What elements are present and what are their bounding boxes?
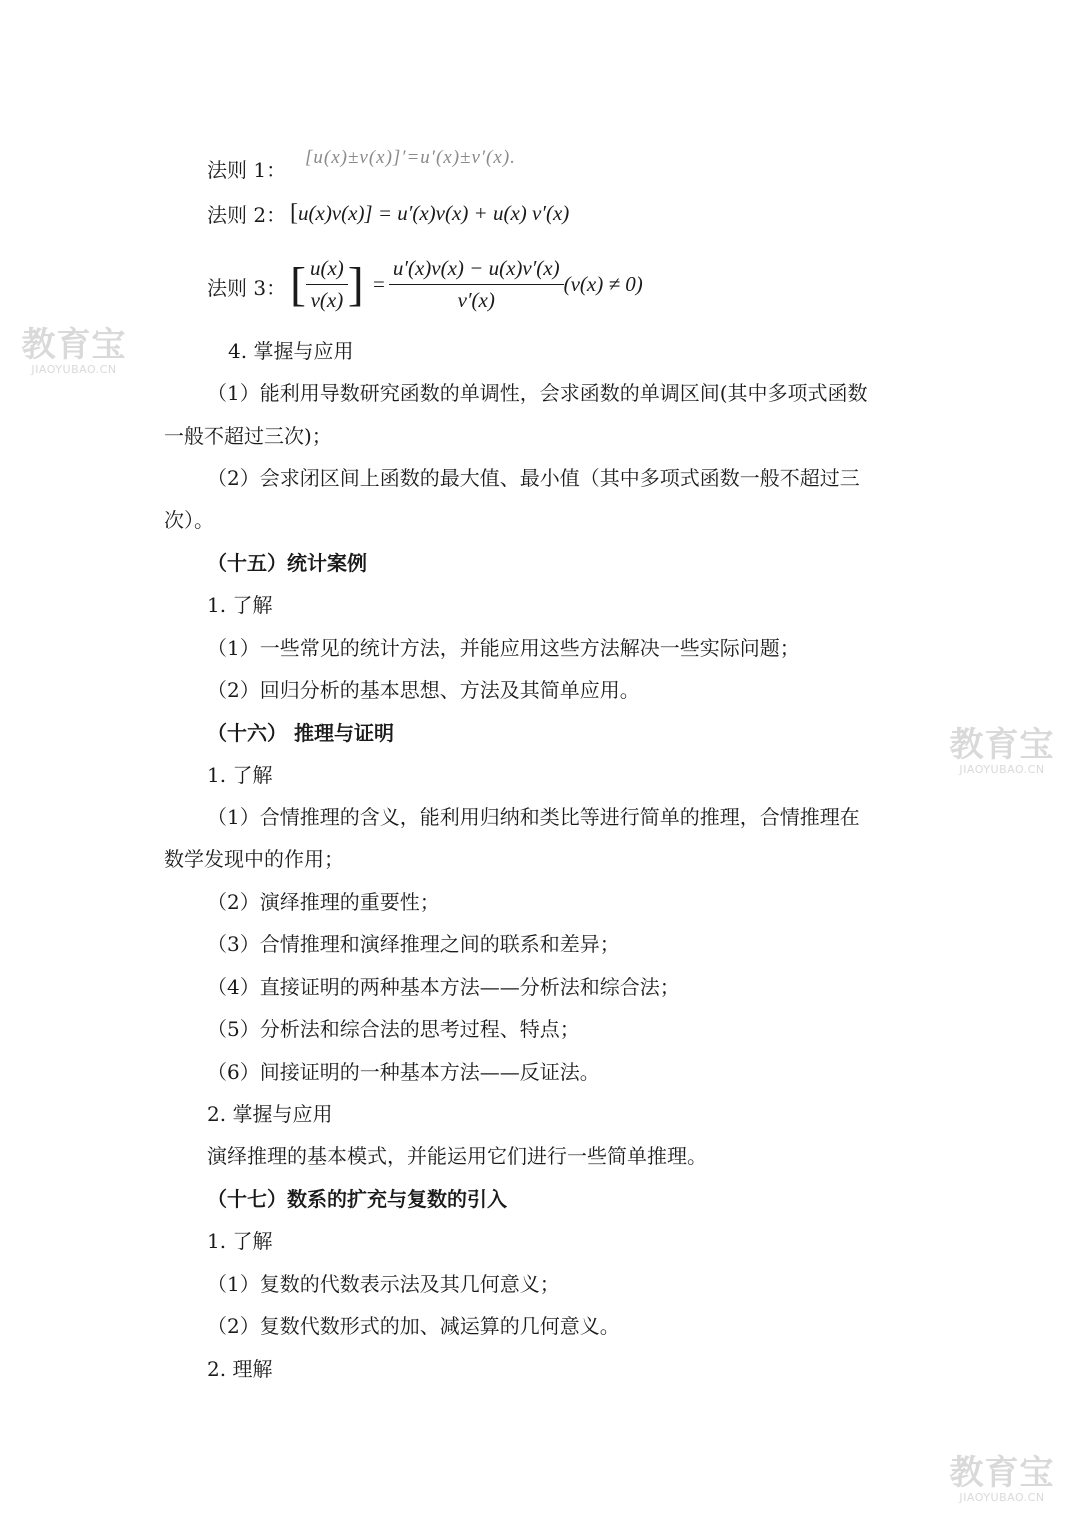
rule3-rhs-fraction: [389, 256, 564, 313]
s15-item2: （2）回归分析的基本思想、方法及其简单应用。: [207, 678, 640, 702]
heading-4-mastery: 4. 掌握与应用: [228, 339, 354, 363]
section-17-title: （十七）数系的扩充与复数的引入: [207, 1187, 507, 1211]
s16-item5: （5）分析法和综合法的思考过程、特点；: [207, 1017, 580, 1041]
rule2-label: 法则 2：: [207, 203, 287, 227]
rule3-lhs-denominator: v(x): [310, 288, 344, 312]
rule2-formula: [290, 200, 569, 227]
rule2-open-bracket: [: [290, 200, 298, 226]
rule3-formula: [290, 256, 643, 313]
watermark-logo: [14, 326, 134, 376]
section-16-title: （十六） 推理与证明: [207, 721, 394, 745]
rule3-lhs-numerator: u(x): [306, 256, 348, 285]
s15-item1: （1）一些常见的统计方法，并能应用这些方法解决一些实际问题；: [207, 636, 800, 660]
s15-sub1: 1. 了解: [207, 593, 273, 617]
rule3-rhs-denominator: v′(x): [457, 288, 495, 312]
s16-item3: （3）合情推理和演绎推理之间的联系和差异；: [207, 932, 620, 956]
rule3-lhs-fraction: [306, 256, 348, 313]
rule3-equals: =: [373, 272, 385, 296]
rule3-rhs-numerator: u′(x)v(x) − u(x)v′(x): [389, 256, 564, 285]
watermark-logo: [940, 1454, 1064, 1504]
watermark-logo-text: 教育宝: [949, 1453, 1055, 1493]
s17-item2: （2）复数代数形式的加、减运算的几何意义。: [207, 1314, 620, 1338]
watermark-logo: [940, 726, 1064, 776]
s14-item1-line1: （1）能利用导数研究函数的单调性，会求函数的单调区间(其中多项式函数: [207, 381, 868, 405]
s16-sub2-text: 演绎推理的基本模式，并能运用它们进行一些简单推理。: [207, 1144, 707, 1168]
s16-item1-line1: （1）合情推理的含义，能利用归纳和类比等进行简单的推理，合情推理在: [207, 805, 860, 829]
s14-item2-line1: （2）会求闭区间上函数的最大值、最小值（其中多项式函数一般不超过三: [207, 466, 860, 490]
watermark-logo-domain: JIAOYUBAO.CN: [959, 1491, 1045, 1504]
s14-item1-line2: 一般不超过三次)；: [164, 424, 332, 448]
rule3-condition: (v(x) ≠ 0): [563, 272, 643, 296]
s17-item1: （1）复数的代数表示法及其几何意义；: [207, 1272, 560, 1296]
s17-sub1: 1. 了解: [207, 1229, 273, 1253]
watermark-logo-text: 教育宝: [21, 325, 127, 365]
s17-sub2: 2. 理解: [207, 1357, 273, 1381]
section-15-title: （十五）统计案例: [207, 551, 367, 575]
watermark-logo-text: 教育宝: [949, 725, 1055, 765]
watermark-logo-domain: JIAOYUBAO.CN: [31, 363, 117, 376]
s16-item1-line2: 数学发现中的作用；: [164, 847, 344, 871]
rule1-label: 法则 1：: [207, 158, 287, 182]
watermark-logo-domain: JIAOYUBAO.CN: [959, 763, 1045, 776]
s16-item6: （6）间接证明的一种基本方法——反证法。: [207, 1060, 600, 1084]
rule1-formula: [u(x)±v(x)]′=u′(x)±v′(x).: [305, 147, 516, 168]
s16-sub1: 1. 了解: [207, 763, 273, 787]
s14-item2-line2: 次）。: [164, 508, 214, 532]
s16-item4: （4）直接证明的两种基本方法——分析法和综合法；: [207, 975, 680, 999]
rule2-formula-text: u(x)v(x)] = u′(x)v(x) + u(x) v′(x): [298, 201, 570, 225]
rule3-right-bracket: ]: [347, 257, 364, 311]
rule3-left-bracket: [: [290, 257, 306, 311]
s16-item2: （2）演绎推理的重要性；: [207, 890, 440, 914]
rule3-label: 法则 3：: [207, 276, 287, 300]
s16-sub2: 2. 掌握与应用: [207, 1102, 333, 1126]
